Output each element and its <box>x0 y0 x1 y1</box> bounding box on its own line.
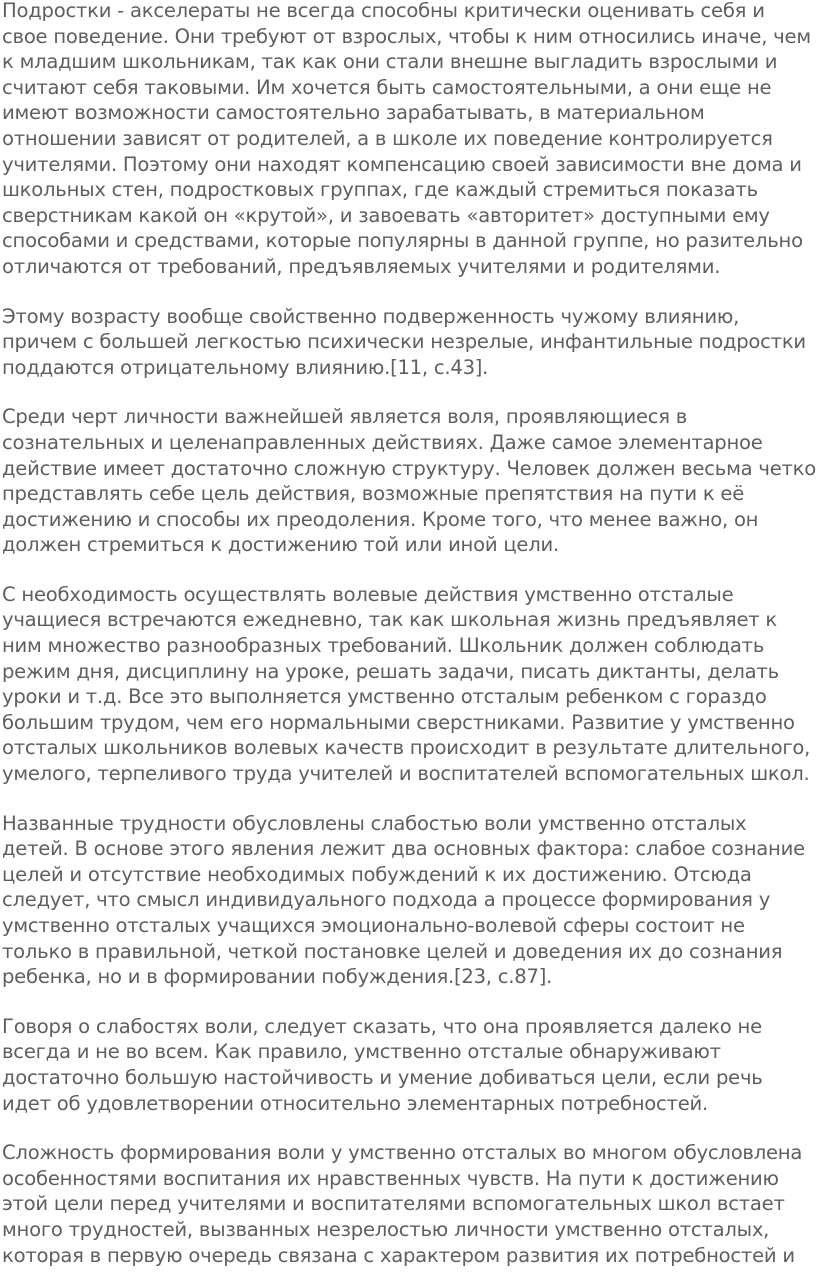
paragraph-will-weaknesses: Говоря о слабостях воли, следует сказать, что она проявляется далеко не всегда и не во всем. Как правило, умственно отсталые обнаруживают достаточно большую настойчивость и умение добиваться цели, если речь идет об удовлетворении относительно элементарных потребностей. <box>2 1014 763 1115</box>
paragraph-moral-feelings: Сложность формирования воли у умственно отсталых во многом обусловлена особенностями воспитания их нравственных чувств. На пути к достижению этой цели перед учителями и воспитателями вспомогательных школ встает много трудностей, вызванных незрелостью личности умственно отсталых, которая в первую очередь связана с характером развития их потребностей и <box>2 1141 803 1267</box>
paragraph-weak-will-factors: Названные трудности обусловлены слабостью воли умственно отсталых детей. В основе этого явления лежит два основных фактора: слабое сознание целей и отсутствие необходимых побуждений к их достижению. Отсюда следует, что смысл индивидуального подхода а процессе формирования у умственно отсталых учащихся эмоционально-волевой сферы состоит не только в правильной, четкой постановке целей и доведения их до сознания ребенка, но и в формировании побуждения.[23, с.87]. <box>2 811 805 989</box>
paragraph-adolescents-acceleration: Подростки - акселераты не всегда способны критически оценивать себя и свое поведение. Они требуют от взрослых, чтобы к ним относились иначе, чем к младшим школьникам, так как они стали внешне выгладить взрослыми и считают себя таковыми. Им хочется быть самостоятельными, а они еще не имеют возможности самостоятельно зарабатывать, в материальном отношении зависят от родителей, а в школе их поведение контролируется учителями. Поэтому они находят компенсацию своей зависимости вне дома и школьных стен, подростковых группах, где каждый стремиться показать сверстникам какой он «крутой», и завоевать «авторитет» доступными ему способами и средствами, которые популярны в данной группе, но разительно отличаются от требований, предъявляемых учителями и родителями. <box>2 0 811 278</box>
paragraph-volitional-actions: С необходимость осуществлять волевые действия умственно отсталые учащиеся встречаются ежедневно, так как школьная жизнь предъявляет к ним множество разнообразных требований. Школьник должен соблюдать режим дня, дисциплину на уроке, решать задачи, писать диктанты, делать уроки и т.д. Все это выполняется умственно отсталым ребенком с гораздо большим трудом, чем его нормальными сверстниками. Развитие у умственно отсталых школьников волевых качеств происходит в результате длительного, умелого, терпеливого труда учителей и воспитателей вспомогательных школ. <box>2 582 811 786</box>
paragraph-will-as-trait: Среди черт личности важнейшей является воля, проявляющиеся в сознательных и целенаправленных действиях. Даже самое элементарное действие имеет достаточно сложную структуру. Человек должен весьма четко представлять себе цель действия, возможные препятствия на пути к её достижению и способы их преодоления. Кроме того, что менее важно, он должен стремиться к достижению той или иной цели. <box>2 405 816 557</box>
paragraph-influence-susceptibility: Этому возрасту вообще свойственно подверженность чужому влиянию, причем с большей легкостью психически незрелые, инфантильные подростки поддаются отрицательному влиянию.[11, с.43]. <box>2 304 806 379</box>
